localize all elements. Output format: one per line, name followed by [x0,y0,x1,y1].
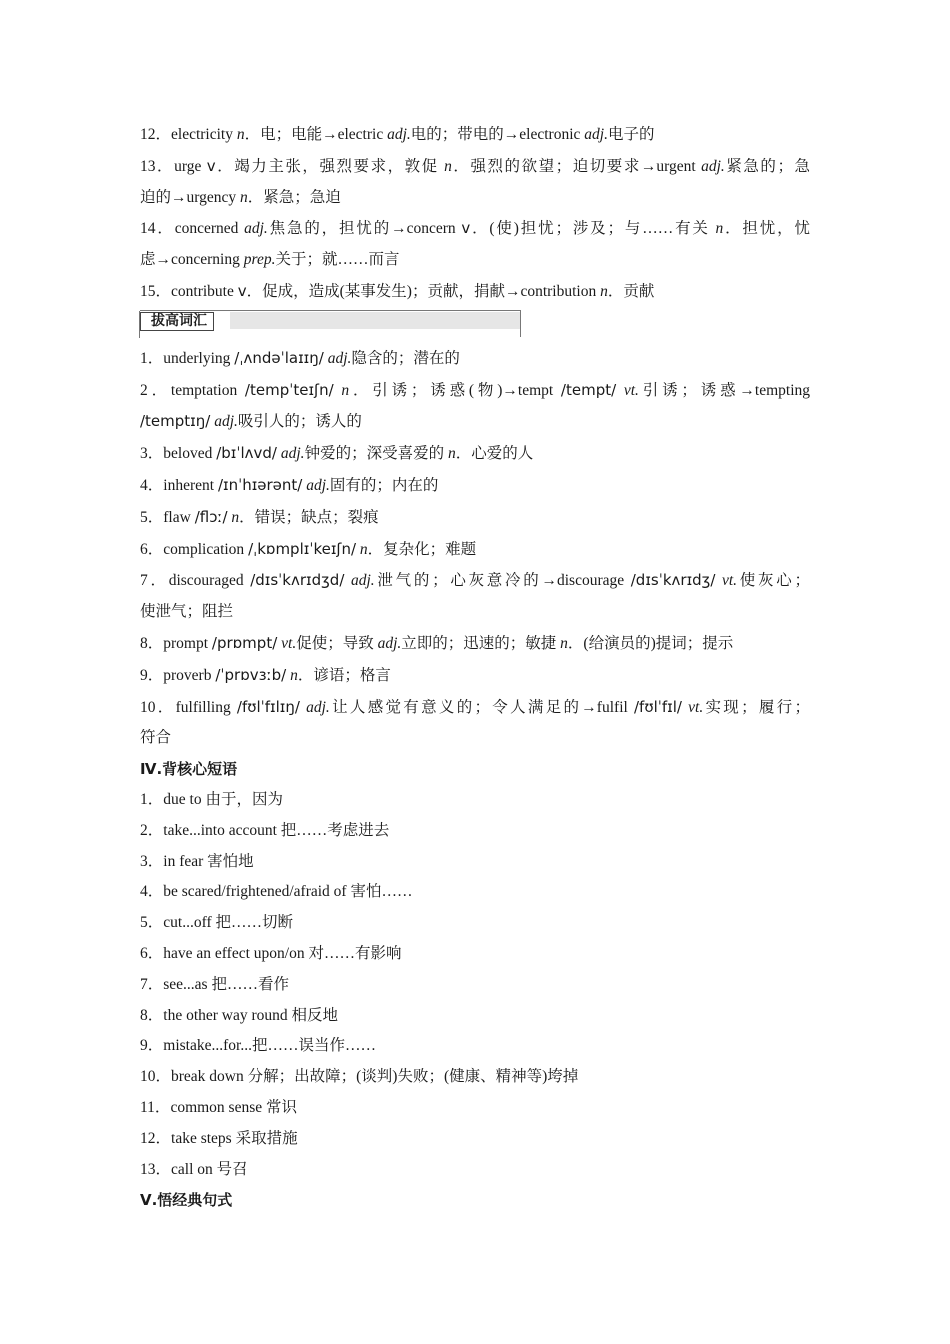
phonetic: /flɔː/ [194,507,228,526]
part-of-speech: n [290,666,298,684]
phrase-entry [140,1124,810,1155]
phonetic: /tempˈteɪʃn/ [244,380,334,399]
phonetic: /temptɪŋ/ [140,412,211,431]
phrase-entry [140,970,810,1001]
vocab-entry: 迫的→urgency n．紧急；急迫 [140,188,341,206]
phrase-text: mistake...for...把……误当作…… [163,1037,376,1055]
entry-number: 12． [140,126,172,143]
part-of-speech: v [461,219,471,238]
phrase-text: cut...off 把……切断 [163,914,293,932]
entry-number: 13． [140,1160,172,1178]
vocab-entry: 4．inherent /ɪnˈhɪərənt/ adj.固有的；内在的 [140,475,439,494]
entry-number: 1． [140,349,164,367]
entry-number: 7． [140,572,169,590]
entry-number: 8． [140,1006,164,1024]
phrase-entry [140,785,810,816]
phrase-entry [140,908,810,939]
part-of-speech: adj. [214,413,238,431]
entry-number: 10． [140,698,176,716]
entry-number: 3． [140,445,164,463]
phrase-entry [140,1062,810,1093]
entry-number: 11． [140,1098,171,1116]
phrase-text: common sense 常识 [170,1098,298,1116]
vocab-entry: 符合 [140,729,172,747]
core-words-list [140,120,810,308]
phrase-text: take...into account 把……考虑进去 [163,821,390,839]
phonetic: /ˌkɒmplɪˈkeɪʃn/ [248,539,356,558]
vocab-entry: 3．beloved /bɪˈlʌvd/ adj.钟爱的；深受喜爱的 n．心爱的人 [140,444,534,463]
vocab-entry: 12．electricity n．电；电能→electric adj.电的；带电的→electronic adj.电子的 [140,126,655,143]
entry-number: 2． [140,381,171,399]
part-of-speech: n [560,634,568,652]
core-phrases-list [140,785,810,1185]
phrase-entry [140,939,810,970]
part-of-speech: n [359,540,368,558]
vocab-entry: 9．proverb /ˈprɒvɜːb/ n．谚语；格言 [140,665,391,684]
entry-number: 3． [140,852,164,870]
part-of-speech: adj. [280,445,305,463]
part-of-speech: n [715,220,724,238]
vocab-entry: 8．prompt /prɒmpt/ vt.促使；导致 adj.立即的；迅速的；敏捷 n．(给演员的)提词；提示 [140,633,734,652]
phrase-entry [140,816,810,847]
part-of-speech: n [447,445,456,463]
entry-number: 14． [140,220,175,238]
phrase-text: be scared/frightened/afraid of 害怕…… [163,883,413,901]
part-of-speech: adj. [306,698,330,716]
phrase-entry [140,1031,810,1062]
advanced-vocab-label: 拔高词汇 [140,312,214,331]
vocab-entry: /temptɪŋ/ adj.吸引人的；诱人的 [140,412,362,431]
part-of-speech: adj. [584,126,608,143]
phrase-text: take steps 采取措施 [171,1129,298,1147]
phonetic: /tempt/ [560,380,617,399]
vocab-entry: 2．temptation /tempˈteɪʃn/ n．引诱；诱惑(物)→tempt /tempt/ vt.引诱；诱惑→tempting [140,380,811,399]
entry-number: 15． [140,282,172,300]
entry-number: 12． [140,1129,172,1147]
phonetic: /ɪnˈhɪərənt/ [217,475,303,494]
phrase-entry [140,1093,810,1124]
phonetic: /bɪˈlʌvd/ [216,444,277,463]
part-of-speech: v [206,156,216,175]
phonetic: /dɪsˈkʌrɪdʒd/ [250,571,345,590]
vocab-entry: 13．urge v．竭力主张，强烈要求，敦促 n．强烈的欲望；迫切要求→urgent adj.紧急的；急 [140,156,810,175]
part-of-speech: vt. [623,381,639,399]
phonetic: /ˌʌndəˈlaɪɪŋ/ [234,348,324,367]
vocab-entry: 15．contribute v．促成，造成(某事发生)；贡献，捐献→contribution n．贡献 [140,281,655,300]
header-shade [230,312,520,329]
vocab-entry: 6．complication /ˌkɒmplɪˈkeɪʃn/ n．复杂化；难题 [140,539,477,558]
vocab-entry: 1．underlying /ˌʌndəˈlaɪɪŋ/ adj.隐含的；潜在的 [140,348,460,367]
part-of-speech: n [231,508,240,526]
part-of-speech: n [240,188,248,206]
entry-number: 2． [140,821,164,839]
phrase-text: the other way round 相反地 [163,1006,339,1024]
part-of-speech: n [341,381,350,399]
phrase-entry [140,847,810,878]
phonetic: /dɪsˈkʌrɪdʒ/ [630,571,716,590]
entry-number: 8． [140,634,164,652]
phonetic: /ˈprɒvɜːb/ [215,665,287,684]
content-column [140,120,810,1216]
vocab-entry: 7．discouraged /dɪsˈkʌrɪdʒd/ adj.泄气的；心灰意冷的→discourage /dɪsˈkʌrɪdʒ/ vt.使灰心； [140,571,810,590]
part-of-speech: v [237,281,247,300]
vocab-entry: 虑→concerning prep.关于；就……而言 [140,251,400,269]
entry-number: 6． [140,540,164,558]
part-of-speech: adj. [387,126,411,143]
entry-number: 5． [140,914,164,932]
advanced-vocab-header [140,310,521,337]
phrase-entry [140,877,810,908]
entry-number: 7． [140,975,164,993]
part-of-speech: n [600,282,608,300]
entry-number: 9． [140,1037,164,1055]
section-v-title: Ⅴ.悟经典句式 [140,1191,233,1210]
entry-number: 13． [140,157,175,175]
phrase-text: in fear 害怕地 [163,852,254,870]
part-of-speech: adj. [701,157,725,175]
entry-number: 4． [140,883,164,901]
part-of-speech: adj. [327,349,352,367]
phrase-text: due to 由于，因为 [163,790,283,808]
phonetic: /prɒmpt/ [211,633,278,652]
phrase-text: have an effect upon/on 对……有影响 [163,944,402,962]
section-iv-title: Ⅳ.背核心短语 [140,760,238,779]
phrase-text: call on 号召 [171,1160,248,1178]
advanced-words-list [140,343,810,754]
part-of-speech: vt. [688,698,704,716]
part-of-speech: adj. [244,220,268,238]
phrase-text: see...as 把……看作 [163,975,289,993]
vocab-entry: 5．flaw /flɔː/ n．错误；缺点；裂痕 [140,507,379,526]
vocab-entry: 10．fulfilling /fʊlˈfɪlɪŋ/ adj.让人感觉有意义的；令人满足的→fulfil /fʊlˈfɪl/ vt.实现；履行； [140,697,811,716]
part-of-speech: adj. [306,476,330,494]
part-of-speech: n [236,126,245,143]
phrase-entry [140,1155,810,1186]
entry-number: 5． [140,508,164,526]
phonetic: /fʊlˈfɪl/ [633,697,682,716]
entry-number: 4． [140,476,164,494]
entry-number: 1． [140,790,164,808]
entry-number: 6． [140,944,164,962]
part-of-speech: prep. [243,251,276,269]
entry-number: 9． [140,666,164,684]
part-of-speech: vt. [281,634,297,652]
part-of-speech: adj. [377,634,402,652]
vocab-entry: 使泄气；阻拦 [140,603,234,621]
phonetic: /fʊlˈfɪlɪŋ/ [236,697,300,716]
part-of-speech: adj. [350,572,375,590]
part-of-speech: vt. [722,572,738,590]
part-of-speech: n [444,157,452,175]
phrase-entry [140,1001,810,1032]
vocab-entry: 14．concerned adj.焦急的，担忧的→concern v．(使)担忧；涉及；与……有关 n．担忧，忧 [140,219,810,238]
entry-number: 10． [140,1068,172,1086]
phrase-text: break down 分解；出故障；(谈判)失败；(健康、精神等)垮掉 [171,1068,579,1086]
